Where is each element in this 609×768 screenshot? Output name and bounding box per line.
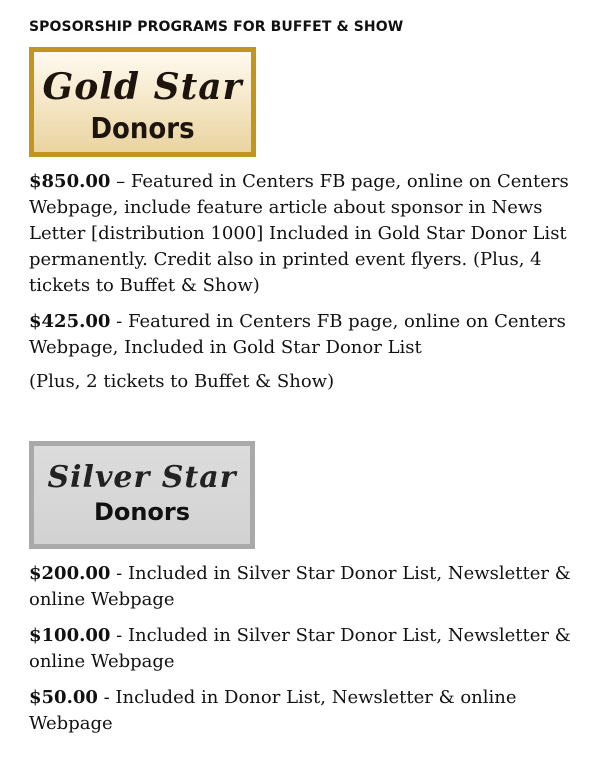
silver-tier-100	[29, 623, 599, 675]
gold-star-donors-logo	[29, 47, 256, 157]
tier-price: $50.00	[29, 687, 98, 708]
tier-description: - Included in Donor List, Newsletter & online Webpage	[29, 687, 517, 734]
gold-tier-425	[29, 309, 599, 361]
tier-description: – Featured in Centers FB page, online on Centers Webpage, include feature article about sponsor in News Letter [distribution 1000] Included in Gold Star Donor List permanently. Credit also in printed event flyers. (Plus, 4 tickets to Buffet & Show)	[29, 171, 569, 296]
silver-star-donors-logo	[29, 441, 255, 549]
tier-description: - Included in Silver Star Donor List, Newsletter & online Webpage	[29, 625, 571, 672]
silver-star-script: Silver Star	[47, 460, 237, 495]
tier-description: - Included in Silver Star Donor List, Newsletter & online Webpage	[29, 563, 571, 610]
gold-star-script: Gold Star	[42, 66, 243, 108]
tier-price: $100.00	[29, 625, 111, 646]
gold-donors-word: Donors	[90, 112, 195, 146]
gold-tier-850	[29, 169, 599, 299]
silver-tier-200	[29, 561, 599, 613]
page-heading: SPOSORSHIP PROGRAMS FOR BUFFET & SHOW	[29, 19, 404, 35]
silver-tier-50	[29, 685, 599, 737]
silver-donors-word: Donors	[93, 498, 191, 526]
gold-tier-425-note: (Plus, 2 tickets to Buffet & Show)	[29, 371, 335, 392]
tier-price: $425.00	[29, 311, 111, 332]
tier-price: $200.00	[29, 563, 111, 584]
tier-description: - Featured in Centers FB page, online on Centers Webpage, Included in Gold Star Donor List	[29, 311, 566, 358]
tier-price: $850.00	[29, 171, 111, 192]
